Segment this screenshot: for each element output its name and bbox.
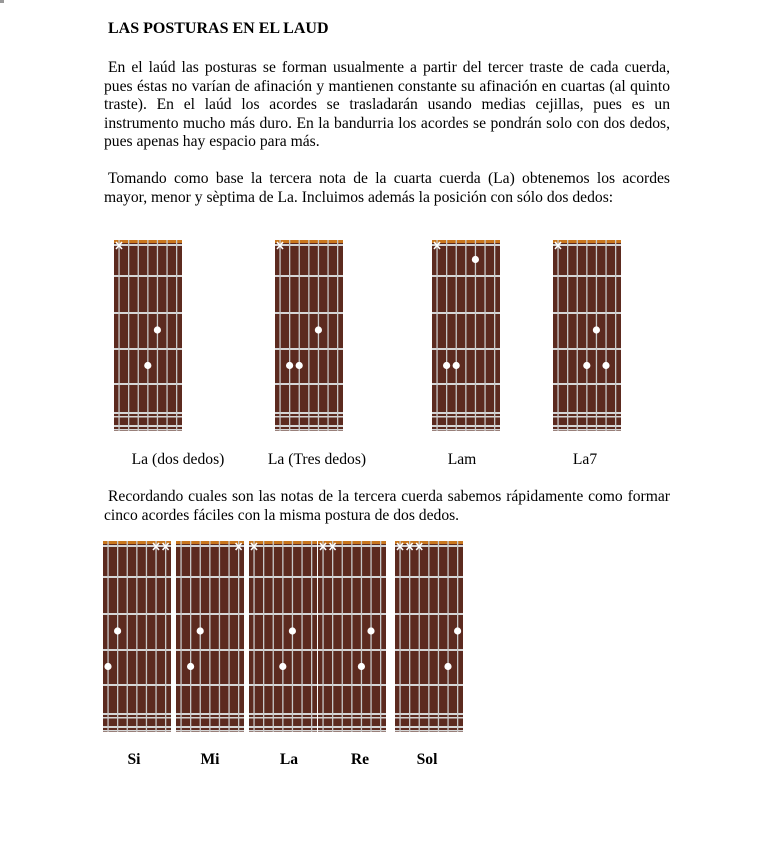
string-line	[117, 541, 118, 732]
string-line	[332, 541, 333, 732]
finger-dot	[593, 326, 600, 333]
chord-diagram-la-tres-dedos	[275, 240, 343, 431]
string-line	[128, 240, 129, 431]
string-line	[253, 541, 254, 732]
chord-label-la-tres-dedos: La (Tres dedos)	[267, 451, 367, 468]
string-line	[209, 541, 210, 732]
finger-dot	[114, 627, 121, 634]
finger-dot	[454, 627, 461, 634]
string-line	[136, 541, 137, 732]
string-line	[166, 240, 167, 431]
chord-label-la7: La7	[572, 451, 598, 468]
string-line	[322, 541, 323, 732]
string-line	[409, 541, 410, 732]
string-line	[370, 541, 371, 732]
string-line	[299, 240, 300, 431]
string-line	[557, 240, 558, 431]
finger-dot	[472, 256, 479, 263]
chord-diagram-la7	[553, 240, 621, 431]
string-line	[484, 240, 485, 431]
string-line	[107, 541, 108, 732]
finger-dot	[296, 362, 303, 369]
string-line	[138, 240, 139, 431]
finger-dot	[286, 362, 293, 369]
string-line	[494, 240, 495, 431]
string-line	[311, 541, 312, 732]
chord-diagram-sol	[395, 541, 463, 732]
string-line	[428, 541, 429, 732]
chord-label-sol: Sol	[416, 751, 438, 768]
string-line	[279, 240, 280, 431]
finger-dot	[367, 627, 374, 634]
string-line	[176, 240, 177, 431]
finger-dot	[279, 663, 286, 670]
finger-dot	[144, 362, 151, 369]
string-line	[301, 541, 302, 732]
string-line	[147, 240, 148, 431]
string-line	[200, 541, 201, 732]
finger-dot	[154, 326, 161, 333]
string-line	[127, 541, 128, 732]
finger-dot	[104, 663, 111, 670]
intro-paragraph: En el laúd las posturas se forman usualmente a partir del tercer traste de cada cuerda, pues éstas no varían de afinación y mantienen constante su afinación en cuartas (al quinto traste). En el laúd los acordes se trasladarán usando medias cejillas, pues es un instrumento mucho más duro. En la bandurria los acordes se pondrán solo con dos dedos, pues apenas hay espacio para más.	[104, 59, 670, 151]
string-line	[361, 541, 362, 732]
five-chords-paragraph: Recordando cuales son las notas de la tercera cuerda sabemos rápidamente como formar cinco acordes fáciles con la misma postura de dos dedos.	[104, 488, 670, 524]
finger-dot	[583, 362, 590, 369]
string-line	[456, 240, 457, 431]
string-line	[327, 240, 328, 431]
string-line	[447, 541, 448, 732]
string-line	[342, 541, 343, 732]
chord-diagram-si	[103, 541, 171, 732]
string-line	[238, 541, 239, 732]
chord-label-lam: Lam	[447, 451, 477, 468]
chord-diagram-lam	[432, 240, 500, 431]
chord-label-si: Si	[127, 751, 141, 768]
string-line	[615, 240, 616, 431]
string-line	[292, 541, 293, 732]
string-line	[446, 240, 447, 431]
string-line	[228, 541, 229, 732]
string-line	[337, 240, 338, 431]
string-line	[289, 240, 290, 431]
string-line	[380, 541, 381, 732]
string-line	[596, 240, 597, 431]
chord-label-la-dos-dedos: La (dos dedos)	[131, 451, 225, 468]
string-line	[165, 541, 166, 732]
string-line	[308, 240, 309, 431]
finger-dot	[602, 362, 609, 369]
finger-dot	[453, 362, 460, 369]
string-line	[155, 541, 156, 732]
page-edge-mark	[0, 0, 4, 3]
finger-dot	[289, 627, 296, 634]
string-line	[399, 541, 400, 732]
finger-dot	[443, 362, 450, 369]
string-line	[118, 240, 119, 431]
chord-diagram-mi	[176, 541, 244, 732]
chord-label-re: Re	[350, 751, 370, 768]
string-line	[219, 541, 220, 732]
finger-dot	[358, 663, 365, 670]
string-line	[157, 240, 158, 431]
string-line	[146, 541, 147, 732]
string-line	[282, 541, 283, 732]
chord-label-la: La	[279, 751, 299, 768]
finger-dot	[187, 663, 194, 670]
string-line	[605, 240, 606, 431]
string-line	[263, 541, 264, 732]
string-line	[586, 240, 587, 431]
finger-dot	[315, 326, 322, 333]
page-title: LAS POSTURAS EN EL LAUD	[108, 20, 329, 37]
finger-dot	[444, 663, 451, 670]
string-line	[351, 541, 352, 732]
chord-diagram-la	[249, 541, 317, 732]
string-line	[436, 240, 437, 431]
string-line	[419, 541, 420, 732]
string-line	[577, 240, 578, 431]
string-line	[465, 240, 466, 431]
string-line	[475, 240, 476, 431]
base-note-paragraph: Tomando como base la tercera nota de la cuarta cuerda (La) obtenemos los acordes mayor, menor y sèptima de La. Incluimos además la posición con sólo dos dedos:	[104, 170, 670, 206]
string-line	[457, 541, 458, 732]
finger-dot	[197, 627, 204, 634]
chord-diagram-la-dos-dedos	[114, 240, 182, 431]
string-line	[318, 240, 319, 431]
chord-label-mi: Mi	[200, 751, 220, 768]
string-line	[438, 541, 439, 732]
string-line	[180, 541, 181, 732]
string-line	[567, 240, 568, 431]
string-line	[273, 541, 274, 732]
string-line	[190, 541, 191, 732]
chord-diagram-re	[318, 541, 386, 732]
